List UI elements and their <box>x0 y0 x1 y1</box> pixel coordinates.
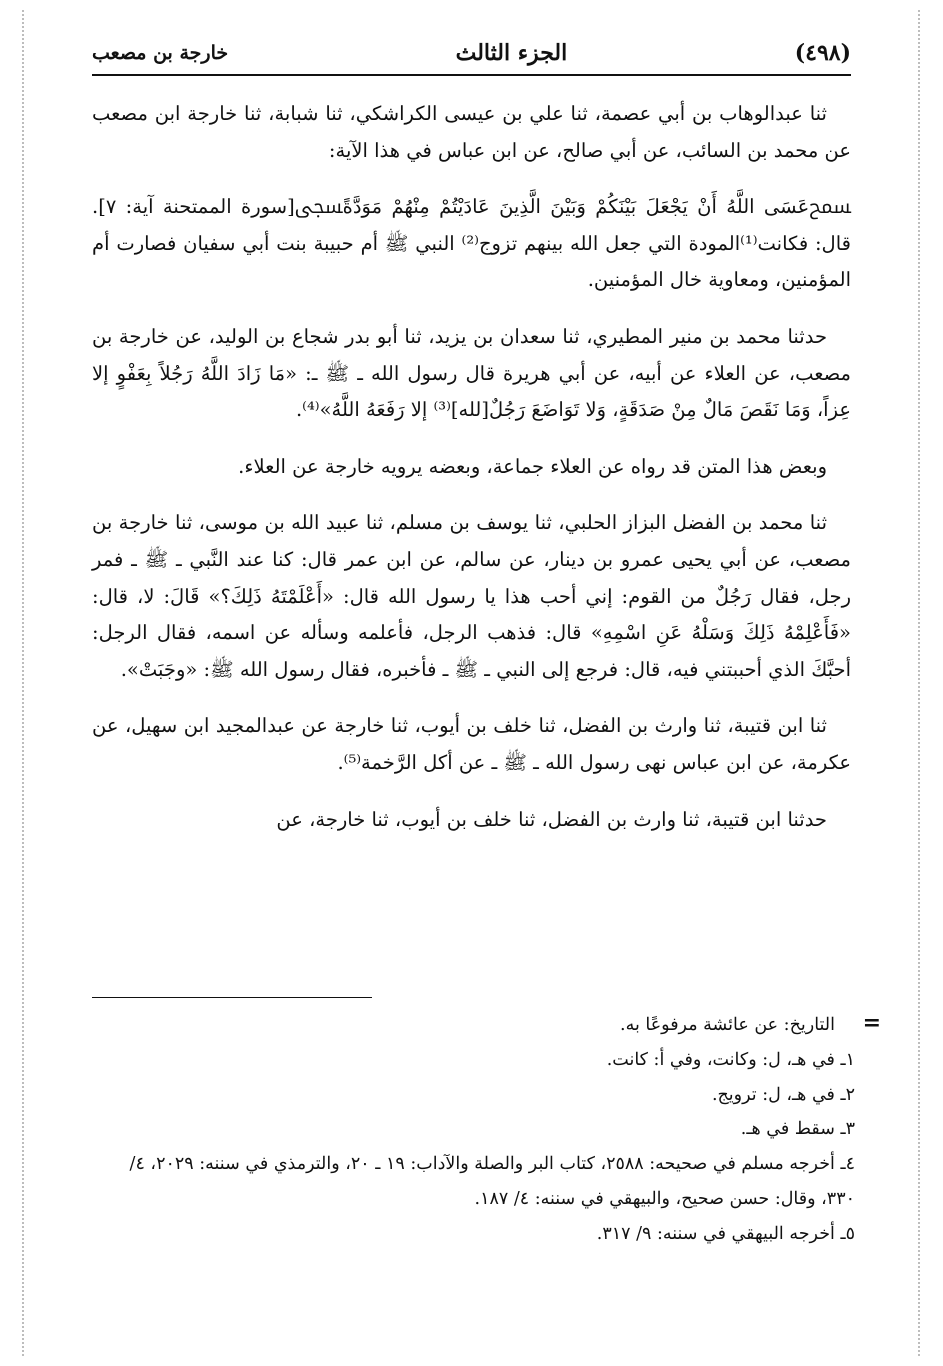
page-number: (٤٩٨) <box>794 40 851 66</box>
footnote-continuation-mark: = <box>862 1010 881 1036</box>
footnote: ٢ـ في هـ، ل: ترويج. <box>711 1084 855 1105</box>
footnote-separator <box>92 997 372 998</box>
footnote: ٥ـ أخرجه البيهقي في سننه: ٩/ ٣١٧. <box>596 1223 855 1244</box>
paragraph: حدثنا محمد بن منير المطيري، ثنا سعدان بن يزيد، ثنا أبو بدر شجاع بن الوليد، عن خارجة بن مصعب، عن العلاء عن أبيه، عن أبي هريرة قال رسول الله ـ ﷺ ـ: «مَا زَادَ اللَّهُ رَجُلاً بِعَفْوٍ إلا عِزاً، وَمَا نَقَصَ مَالٌ مِنْ صَدَقَةٍ، وَلا تَوَاضَعَ رَجُلٌ[لله]⁽³⁾ إلا رَفَعَهُ اللَّهُ»⁽⁴⁾. <box>92 324 851 422</box>
paragraph: وبعض هذا المتن قد رواه عن العلاء جماعة، وبعضه يرويه خارجة عن العلاء. <box>238 454 827 478</box>
left-margin-dots <box>22 10 24 1356</box>
paragraph: حدثنا ابن قتيبة، ثنا وارث بن الفضل، ثنا خلف بن أيوب، ثنا خارجة، عن <box>276 807 827 831</box>
paragraph: ثنا عبدالوهاب بن أبي عصمة، ثنا علي بن عيسى الكراشكي، ثنا شبابة، ثنا خارجة ابن مصعب عن محمد بن السائب، عن أبي صالح، عن ابن عباس في هذا الآية: <box>92 102 851 162</box>
footnotes <box>92 1008 855 1252</box>
paragraph: ثنا محمد بن الفضل البزاز الحلبي، ثنا يوسف بن مسلم، ثنا عبيد الله بن موسى، ثنا خارجة بن مصعب، عن أبي يحيى عمرو بن دينار، عن سالم، عن ابن عمر قال: كنا عند النَّبي ـ ﷺ ـ فمر رجل، فقال رَجُلٌ من القوم: إني أحب هذا يا رسول الله قال: «أَعْلَمْتَهُ ذَلِكَ؟» قَالَ: لا، قال: «فَأَعْلِمْهُ ذَلِكَ وَسَلْهُ عَنِ اسْمِهِ» قال: فذهب الرجل، فأعلمه وسأله عن اسمه، فقال الرجل: أحبَّكَ الذي أحببتني فيه، قال: فرجع إلى النبي ـ ﷺ ـ فأخبره، فقال رسول الله ﷺ: «وجَبَتْ». <box>92 511 851 681</box>
page-header <box>92 36 851 76</box>
right-margin-dots <box>918 10 920 1356</box>
footnote: ٣ـ سقط في هـ. <box>740 1119 855 1140</box>
part-title: الجزء الثالث <box>455 40 568 66</box>
footnote: ١ـ في هـ، ل: وكانت، وفي أ: كانت. <box>606 1049 855 1070</box>
footnote: ٤ـ أخرجه مسلم في صحيحه: ٢٥٨٨، كتاب البر والصلة والآداب: ١٩ ـ ٢٠، والترمذي في سننه: ٢٠٢٩، ٤/ ٣٣٠، وقال: حسن صحيح، والبيهقي في سننه: ٤/ ١٨٧. <box>129 1154 855 1209</box>
chapter-title: خارجة بن مصعب <box>92 42 229 64</box>
footnote: التاريخ: عن عائشة مرفوعًا به. <box>620 1015 835 1035</box>
main-text <box>92 96 851 858</box>
paragraph: ﵟعَسَى اللَّهُ أَنْ يَجْعَلَ بَيْنَكُمْ وَبَيْنَ الَّذِينَ عَادَيْتُمْ مِنْهُمْ مَوَدَّةًﵞ[سورة الممتحنة آية: ٧]. قال: فكانت⁽¹⁾المودة التي جعل الله بينهم تزوج⁽²⁾ النبي ﷺ أم حبيبة بنت أبي سفيان فصارت أم المؤمنين، ومعاوية خال المؤمنين. <box>92 195 851 292</box>
paragraph: ثنا ابن قتيبة، ثنا وارث بن الفضل، ثنا خلف بن أيوب، ثنا خارجة عن عبدالمجيد ابن سهيل، عن عكرمة، عن ابن عباس نهى رسول الله ـ ﷺ ـ عن أكل الرَّخمة⁽⁵⁾. <box>92 714 851 774</box>
